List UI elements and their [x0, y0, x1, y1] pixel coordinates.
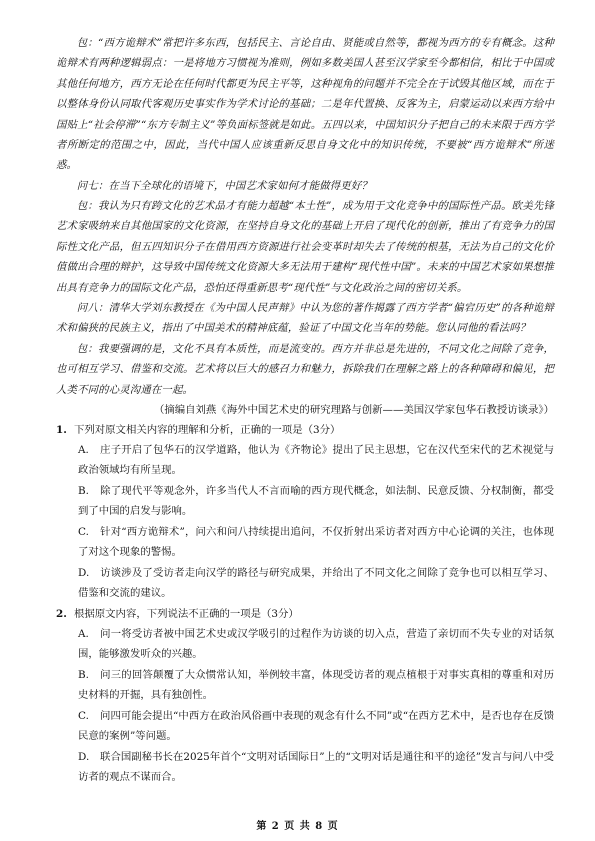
question-text: 下列对原文相关内容的理解和分析，正确的一项是（3分） — [74, 424, 341, 436]
option-label: A. — [78, 444, 89, 456]
question-2-option-b[interactable] — [78, 665, 554, 706]
option-text: 问四可能会提出“中西方在政治风俗画中表现的观念有什么不同”或“在西方艺术中，是否也存在反馈民意的案例”等问题。 — [78, 710, 554, 743]
option-label: C. — [78, 526, 89, 538]
question-2-option-d[interactable] — [78, 747, 554, 788]
question-2-stem — [56, 604, 554, 624]
option-label: D. — [78, 751, 90, 763]
question-1-option-d[interactable] — [78, 563, 554, 604]
question-1-option-b[interactable] — [78, 481, 554, 522]
option-text: 庄子开启了包华石的汉学道路，他认为《齐物论》提出了民主思想，它在汉代至宋代的艺术视觉与政治领域均有所呈现。 — [78, 444, 554, 477]
option-text: 访谈涉及了受访者走向汉学的路径与研究成果，并给出了不同文化之间除了竞争也可以相互学习、借鉴和交流的建议。 — [78, 567, 554, 600]
question-number: 2. — [56, 608, 67, 620]
option-label: C. — [78, 710, 89, 722]
option-text: 问三的回答颠覆了大众惯常认知，举例较丰富，体现受访者的观点植根于对事实真相的尊重和对历史材料的开掘，具有独创性。 — [78, 669, 554, 702]
passage-paragraph-3: 包：我认为只有跨文化的艺术品才有能力超越“本土性”，成为用于文化竞争中的国际性产品。欧美先锋艺术家吸纳来自其他国家的文化资源，在坚持自身文化的基础上开启了现代化的创新，推出了有竞争力的国际性文化产品，但五四知识分子在借用西方资源进行社会变革时却失去了传统的根基，无法为自己的文化价值做出合理的辩护，这导致中国传统文化资源大多无法用于建构“现代性中国”。未来的中国艺术家如果想推出具有竞争力的国际文化产品，恐怕还得重新思考“现代性”与文化政治之间的密切关系。 — [56, 200, 554, 294]
option-text: 联合国副秘书长在2025年首个“文明对话国际日”上的“文明对话是通往和平的途径”发言与问八中受访者的观点不谋而合。 — [78, 751, 554, 784]
question-2-option-c[interactable] — [78, 706, 554, 747]
option-label: D. — [78, 567, 90, 579]
passage-source: （摘编自刘燕《海外中国艺术史的研究理路与创新——美国汉学家包华石教授访谈录》） — [153, 404, 554, 416]
question-1-stem — [56, 420, 554, 440]
question-1-option-a[interactable] — [78, 440, 554, 481]
question-text: 根据原文内容，下列说法不正确的一项是（3分） — [74, 608, 299, 620]
passage-paragraph-5: 包：我要强调的是，文化不具有本质性，而是流变的。西方并非总是先进的，不同文化之间除了竞争，也可相互学习、借鉴和交流。艺术将以巨大的感召力和魅力，拆除我们在理解之路上的各种障碍和偏见，把人类不同的心灵沟通在一起。 — [56, 343, 554, 396]
option-label: A. — [78, 628, 89, 640]
option-text: 问一将受访者被中国艺术史或汉学吸引的过程作为访谈的切入点，营造了亲切而不失专业的对话氛围，能够激发听众的兴趣。 — [78, 628, 554, 661]
question-number: 1. — [56, 424, 67, 436]
option-text: 除了现代平等观念外，许多当代人不言而喻的西方现代概念，如法制、民意反馈、分权制衡，都受到了中国的启发与影响。 — [78, 485, 554, 518]
passage-paragraph-1: 包：“西方诡辩术”常把许多东西，包括民主、言论自由、贤能或自然等，都视为西方的专有概念。这种诡辩术有两种逻辑弱点：一是将地方习惯视为准则，例如多数美国人甚至汉学家至今都相信，相比于中国或其他任何地方，西方无论在任何时代都更为民主平等，这种视角的问题并不完全在于试毁其他区域，而在于以整体身份认同取代客观历史事实作为学术讨论的基础；二是年代置换、反客为主，启蒙运动以来西方给中国贴上“社会停滞”“东方专制主义”等负面标签就是如此。五四以来，中国知识分子把自己的未来限于西方学者所断定的范围之中，因此，当代中国人应该重新反思自身文化中的知识传统，不要被“西方诡辩术”所迷惑。 — [56, 37, 554, 172]
passage-question-7: 问七：在当下全球化的语境下，中国艺术家如何才能做得更好？ — [76, 180, 372, 192]
passage-question-8: 问八：清华大学刘东教授在《为中国人民声辩》中认为您的著作揭露了西方学者“偏宕历史”的各种诡辩术和偏狭的民族主义，指出了中国美术的精神底蕴，验证了中国文化当年的势能。您认同他的看法吗？ — [56, 302, 554, 335]
question-2-option-a[interactable] — [78, 624, 554, 665]
page-footer: 第 2 页 共 8 页 — [256, 821, 339, 832]
option-label: B. — [78, 669, 89, 681]
option-text: 针对“西方诡辩术”，问六和问八持续提出追问，不仅折射出采访者对西方中心论调的关注，也体现了对这个现象的警惕。 — [78, 526, 554, 559]
option-label: B. — [78, 485, 89, 497]
question-1-option-c[interactable] — [78, 522, 554, 563]
